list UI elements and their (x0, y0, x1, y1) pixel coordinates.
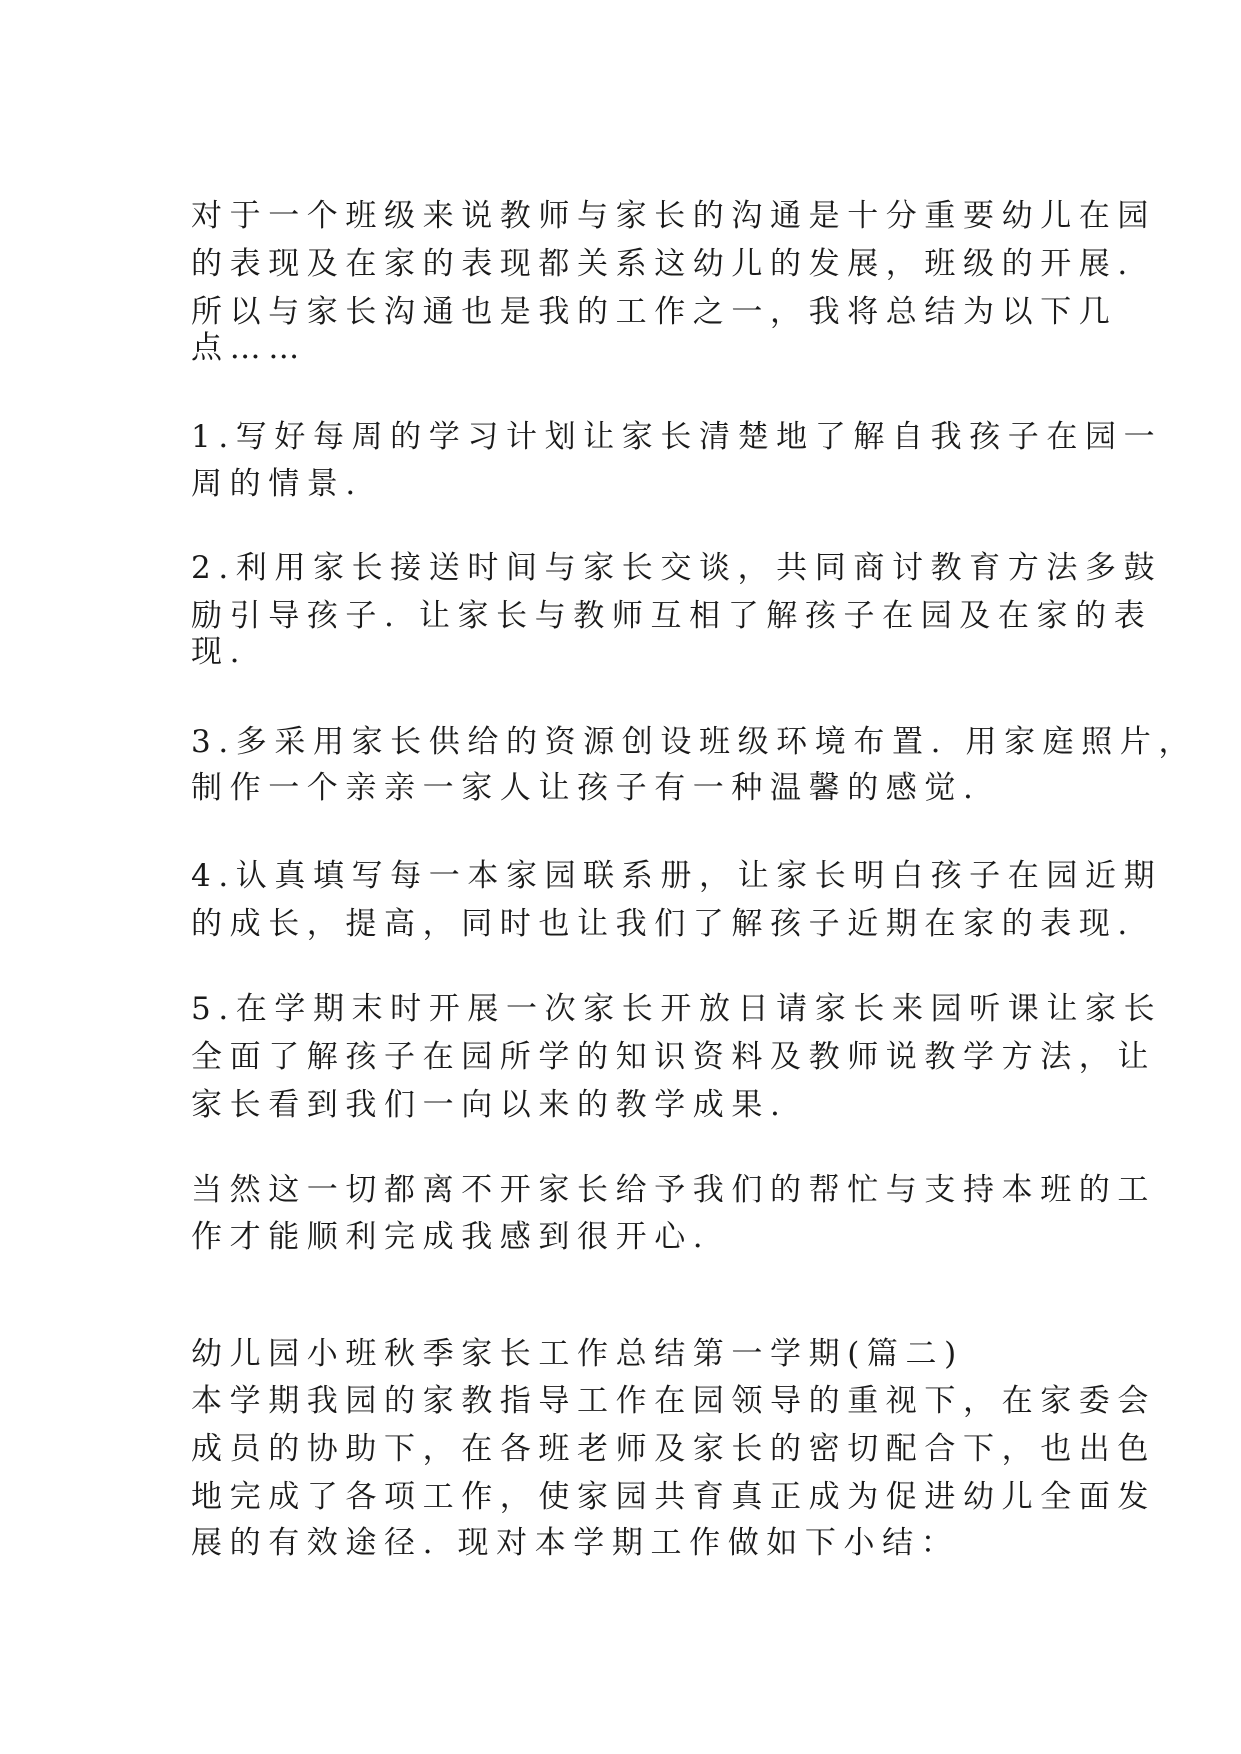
section-heading: 幼儿园小班秋季家长工作总结第一学期(篇二) (191, 1336, 964, 1372)
section2-paragraph-line: 本学期我园的家教指导工作在园领导的重视下，在家委会 (191, 1383, 1156, 1419)
paragraph-intro-line: 点…… (191, 330, 307, 366)
list-item-4-line: 4.认真填写每一本家园联系册，让家长明白孩子在园近期 (191, 858, 1163, 894)
list-item-3-line: 制作一个亲亲一家人让孩子有一种温馨的感觉. (191, 770, 981, 806)
paragraph-closing-line: 当然这一切都离不开家长给予我们的帮忙与支持本班的工 (191, 1172, 1156, 1208)
list-item-4-line: 的成长，提高，同时也让我们了解孩子近期在家的表现. (191, 906, 1135, 942)
list-item-2-line: 励引导孩子. 让家长与教师互相了解孩子在园及在家的表 (191, 598, 1153, 634)
list-item-5-line: 5.在学期末时开展一次家长开放日请家长来园听课让家长 (191, 991, 1163, 1027)
list-item-5-line: 家长看到我们一向以来的教学成果. (191, 1087, 788, 1123)
section2-paragraph-line: 成员的协助下，在各班老师及家长的密切配合下，也出色 (191, 1431, 1156, 1467)
list-item-2-line: 现. (191, 634, 248, 670)
paragraph-intro-line: 的表现及在家的表现都关系这幼儿的发展，班级的开展. (191, 246, 1135, 282)
document-page (191, 0, 1198, 1754)
section2-paragraph-line: 展的有效途径. 现对本学期工作做如下小结： (191, 1525, 960, 1561)
list-item-2-line: 2.利用家长接送时间与家长交谈，共同商讨教育方法多鼓 (191, 550, 1163, 586)
section2-paragraph-line: 地完成了各项工作，使家园共育真正成为促进幼儿全面发 (191, 1479, 1156, 1515)
list-item-1-line: 1.写好每周的学习计划让家长清楚地了解自我孩子在园一 (191, 419, 1163, 455)
paragraph-intro-line: 所以与家长沟通也是我的工作之一，我将总结为以下几 (191, 294, 1118, 330)
list-item-3-line: 3.多采用家长供给的资源创设班级环境布置. 用家庭照片， (191, 724, 1198, 760)
list-item-1-line: 周的情景. (191, 466, 363, 502)
paragraph-intro-line: 对于一个班级来说教师与家长的沟通是十分重要幼儿在园 (191, 198, 1156, 234)
list-item-5-line: 全面了解孩子在园所学的知识资料及教师说教学方法，让 (191, 1039, 1156, 1075)
paragraph-closing-line: 作才能顺利完成我感到很开心. (191, 1219, 711, 1255)
